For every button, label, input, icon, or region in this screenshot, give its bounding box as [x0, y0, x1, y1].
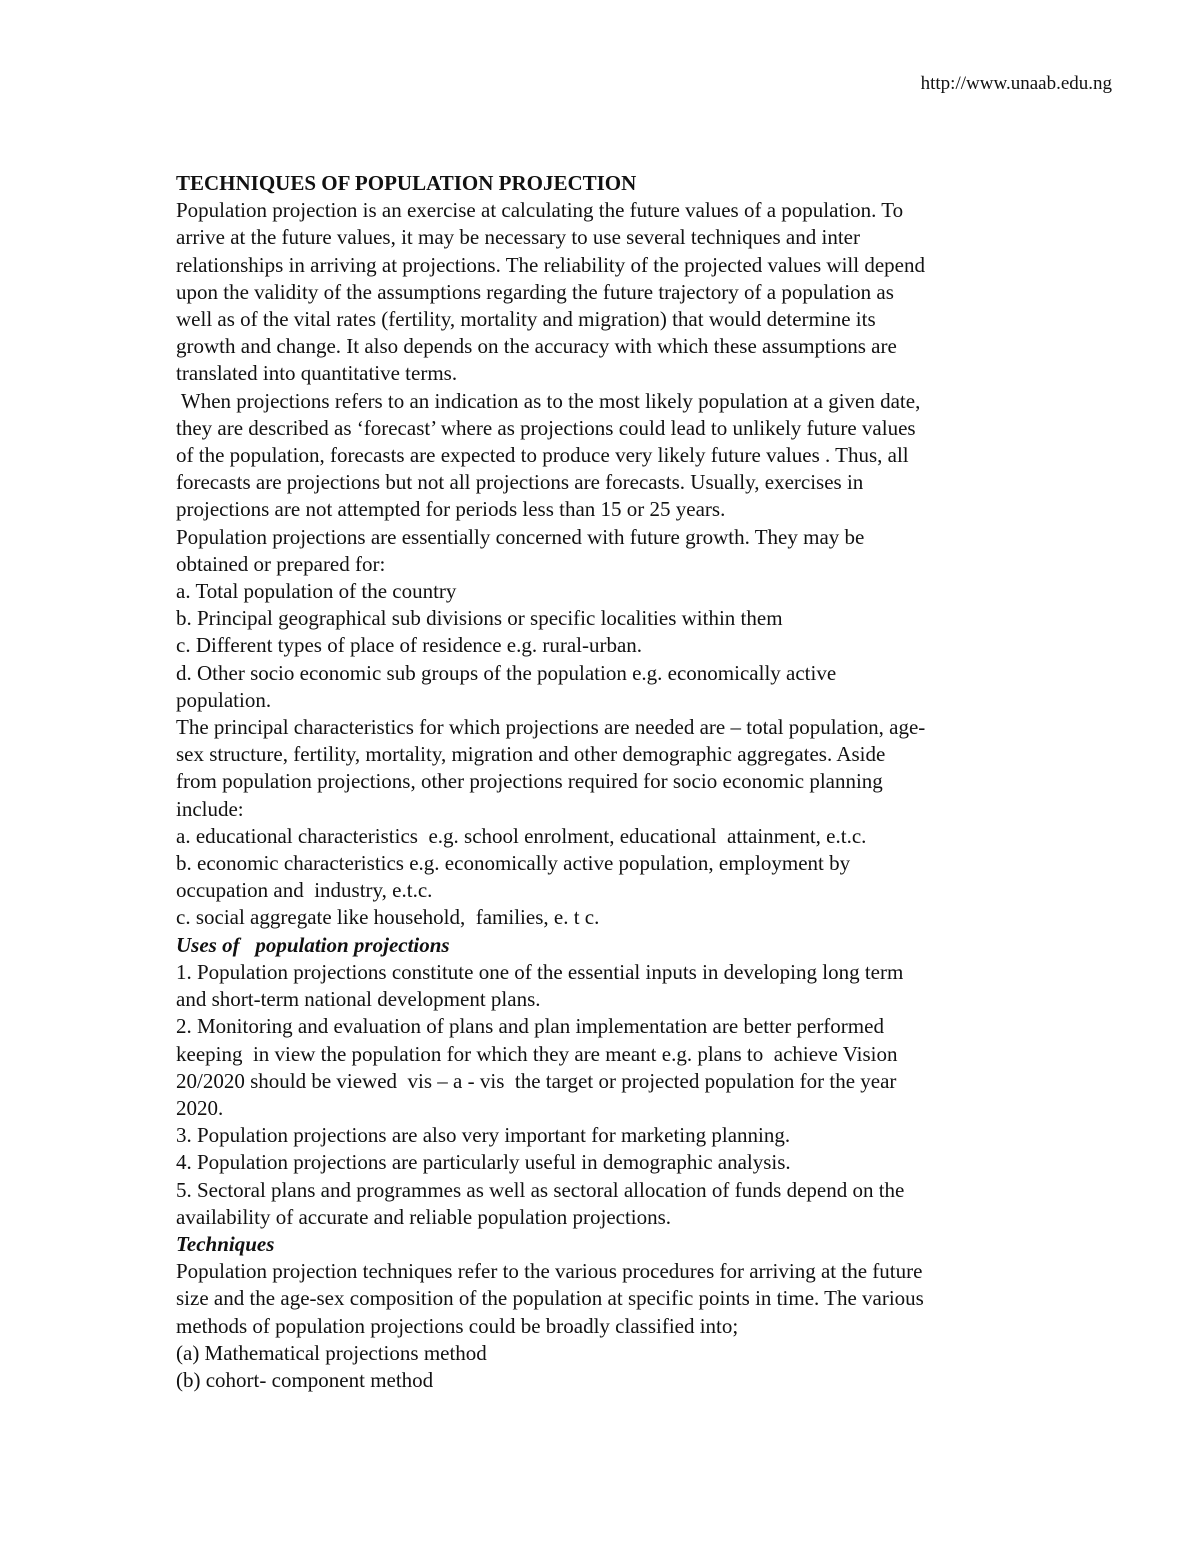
text-line: availability of accurate and reliable population projections.	[176, 1204, 672, 1229]
list-item: a. Total population of the country	[176, 579, 457, 604]
text-line: 20/2020 should be viewed vis – a - vis the target or projected population for the year	[176, 1068, 897, 1093]
document-title: TECHNIQUES OF POPULATION PROJECTION	[176, 171, 637, 195]
text-line: Population projection is an exercise at calculating the future values of a population. To	[176, 198, 904, 223]
text-line: 2020.	[176, 1095, 224, 1120]
list-item: 3. Population projections are also very important for marketing planning.	[176, 1123, 791, 1148]
list-item: b. economic characteristics e.g. economically active population, employment by	[176, 851, 851, 876]
list-item: (a) Mathematical projections method	[176, 1340, 487, 1365]
text-line: obtained or prepared for:	[176, 551, 386, 576]
text-line: well as of the vital rates (fertility, mortality and migration) that would determine its	[176, 307, 876, 332]
text-line: occupation and industry, e.t.c.	[176, 878, 433, 903]
text-line: Population projections are essentially concerned with future growth. They may be	[176, 524, 865, 549]
text-line: sex structure, fertility, mortality, migration and other demographic aggregates. Aside	[176, 742, 886, 767]
text-line: arrive at the future values, it may be necessary to use several techniques and inter	[176, 225, 860, 250]
text-line: translated into quantitative terms.	[176, 361, 458, 386]
list-item: a. educational characteristics e.g. school enrolment, educational attainment, e.t.c.	[176, 823, 867, 848]
list-item: 5. Sectoral plans and programmes as well as sectoral allocation of funds depend on the	[176, 1177, 905, 1202]
text-line: methods of population projections could be broadly classified into;	[176, 1313, 739, 1338]
list-item: 4. Population projections are particularly useful in demographic analysis.	[176, 1150, 791, 1175]
list-item: c. Different types of place of residence e.g. rural-urban.	[176, 633, 643, 658]
list-item: c. social aggregate like household, families, e. t c.	[176, 905, 600, 930]
text-line: and short-term national development plans.	[176, 987, 541, 1012]
text-line: upon the validity of the assumptions regarding the future trajectory of a population as	[176, 279, 894, 304]
text-line: they are described as ‘forecast’ where as projections could lead to unlikely future values	[176, 415, 916, 440]
document-body	[176, 170, 1046, 1394]
text-line: Population projection techniques refer to the various procedures for arriving at the future	[176, 1259, 923, 1284]
text-line: growth and change. It also depends on the accuracy with which these assumptions are	[176, 334, 897, 359]
list-item: d. Other socio economic sub groups of the population e.g. economically active	[176, 660, 837, 685]
header-url: http://www.unaab.edu.ng	[920, 73, 1112, 94]
text-line: size and the age-sex composition of the population at specific points in time. The various	[176, 1286, 924, 1311]
text-line: keeping in view the population for which they are meant e.g. plans to achieve Vision	[176, 1041, 898, 1066]
list-item: 2. Monitoring and evaluation of plans and plan implementation are better performed	[176, 1014, 884, 1039]
list-item: (b) cohort- component method	[176, 1367, 434, 1392]
list-item: b. Principal geographical sub divisions or specific localities within them	[176, 606, 783, 631]
text-line: The principal characteristics for which projections are needed are – total population, age-	[176, 715, 926, 740]
section-heading-uses: Uses of population projections	[176, 932, 450, 957]
text-line: forecasts are projections but not all projections are forecasts. Usually, exercises in	[176, 470, 864, 495]
text-line: When projections refers to an indication as to the most likely population at a given date,	[176, 388, 921, 413]
text-line: from population projections, other projections required for socio economic planning	[176, 769, 883, 794]
text-line: population.	[176, 687, 272, 712]
section-heading-techniques: Techniques	[176, 1231, 275, 1256]
text-line: of the population, forecasts are expected to produce very likely future values . Thus, all	[176, 443, 909, 468]
text-line: projections are not attempted for periods less than 15 or 25 years.	[176, 497, 726, 522]
text-line: relationships in arriving at projections. The reliability of the projected values will depend	[176, 252, 925, 277]
text-line: include:	[176, 796, 244, 821]
list-item: 1. Population projections constitute one of the essential inputs in developing long term	[176, 959, 904, 984]
